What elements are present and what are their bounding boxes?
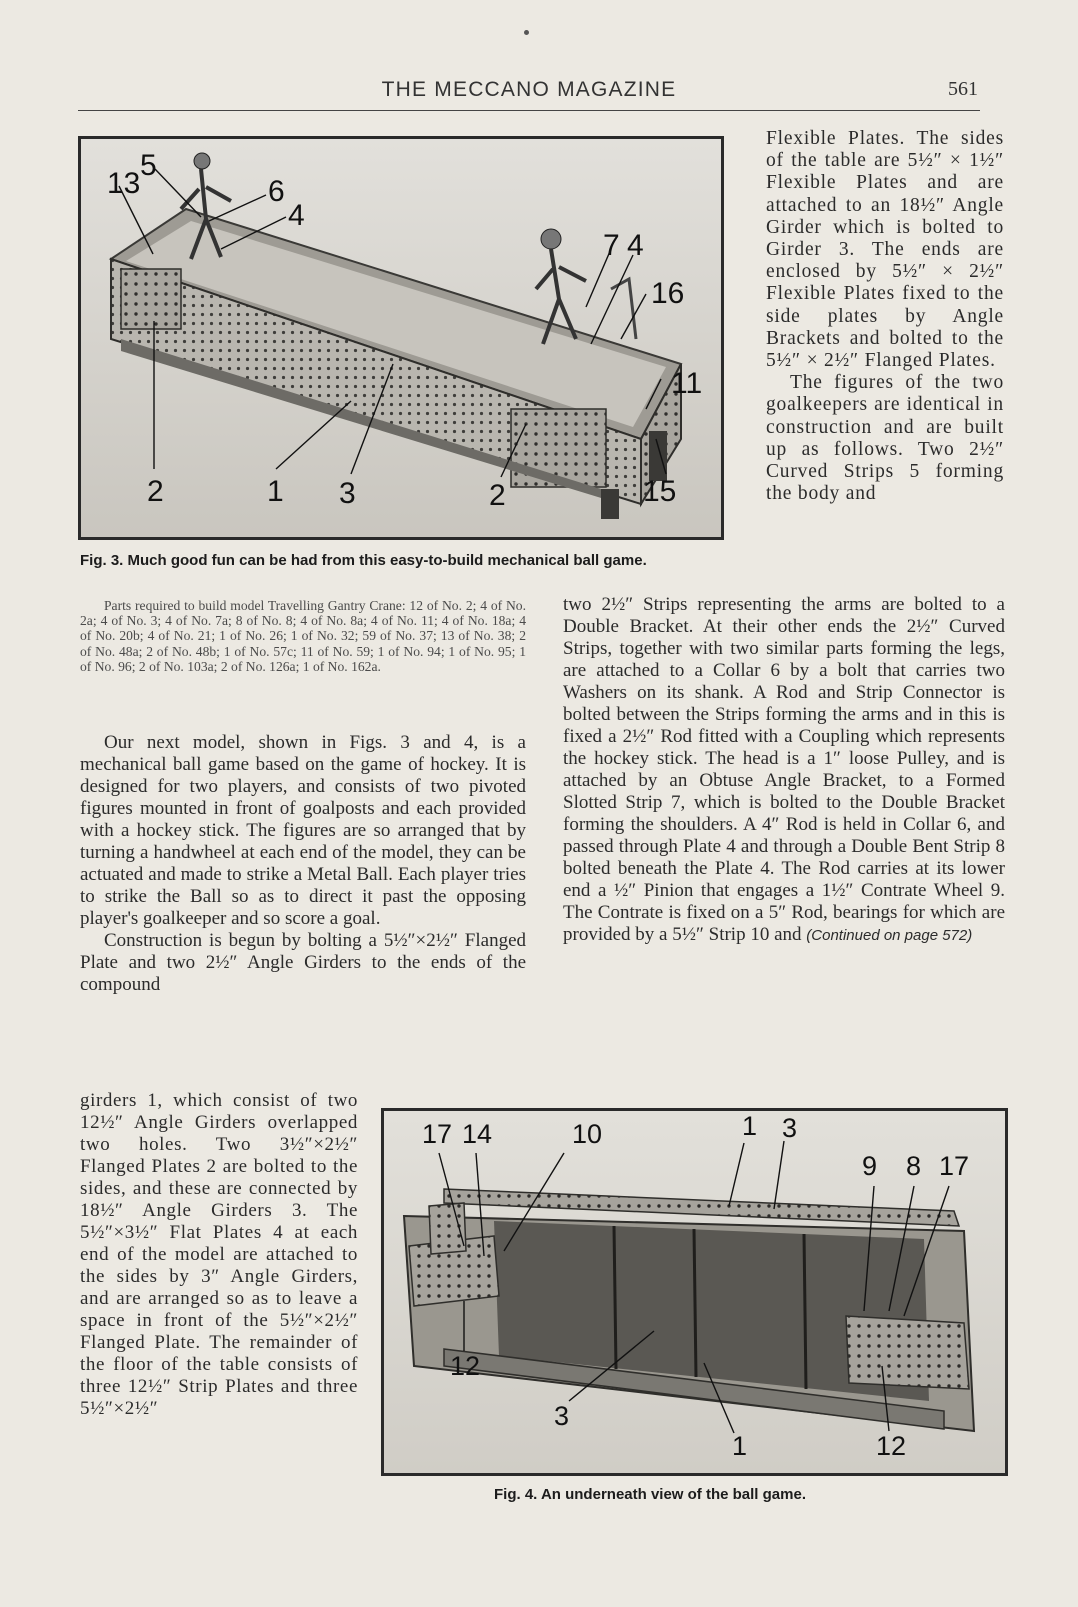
fig3-label: 16 (651, 277, 685, 310)
paragraph: girders 1, which consist of two 12½″ Angle Girders overlapped two holes. Two 3½″×2½″ Flanged Plates 2 are bolted to the sides, and these are connected by 18½″ Angle Girders 3. The 5½″×3½″ Flat Plates 4 at each end of the model are attached to the sides by 3″ Angle Girders, and are arranged so as to leave a space in front of the 5½″×2½″ Flanged Plate. The remainder of the floor of the table consists of three 12½″ Strip Plates and three 5½″×2½″ (80, 1090, 358, 1419)
page-number: 561 (948, 78, 978, 100)
paragraph: Our next model, shown in Figs. 3 and 4, is a mechanical ball game based on the game of hockey. It is designed for two players, and consists of two pivoted figures mounted in front of goalposts and each provided with a hockey stick. The figures are so arranged that by turning a handwheel at each end of the model, they can be actuated and made to strike a Metal Ball. Each player tries to strike the Ball so as to direct it past the opposing player's goalkeeper and so score a goal. (80, 732, 526, 929)
fig4-label: 3 (782, 1113, 798, 1143)
fig4-label: 17 (939, 1151, 970, 1181)
text-column-right (563, 594, 1005, 947)
text-column-left (80, 732, 526, 996)
fig4-label: 1 (742, 1111, 758, 1141)
fig3-label: 4 (627, 229, 644, 262)
paragraph-text: two 2½″ Strips representing the arms are bolted to a Double Bracket. At their other ends the 2½″ Curved Strips, together with two similar parts forming the legs, are attached to a Collar 6 by a bolt that carries two Washers on its shank. A Rod and Strip Connector is bolted between the Strips forming the arms and in this is fixed a 2½″ Rod fitted with a Coupling which represents the hockey stick. The head is a 1″ loose Pulley, and is attached by an Obtuse Angle Bracket, to a Formed Slotted Strip 7, which is bolted to the Double Bracket forming the shoulders. A 4″ Rod is held in Collar 6, and passed through Plate 4 and through a Double Bent Strip 8 bolted beneath the Plate 4. The Rod carries at its lower end a ½″ Pinion that engages a 1½″ Contrate Wheel 9. The Contrate is fixed on a 5″ Rod, bearings for which are provided by a 5½″ Strip 10 and (563, 594, 1005, 945)
fig3-label: 6 (268, 175, 285, 208)
fig3-label: 15 (643, 475, 677, 508)
fig3-label: 7 (603, 229, 620, 262)
figure-4-photo (381, 1108, 1008, 1476)
paragraph: Flexible Plates. The sides of the table are 5½″ × 1½″ Flexible Plates and are attached to an 18½″ Angle Girder which is bolted to Girder 3. The ends are enclosed by 5½″ × 2½″ Flexible Plates fixed to the side plates by Angle Brackets and bolted to the 5½″ × 2½″ Flanged Plates. (766, 128, 1004, 372)
paragraph (563, 594, 1005, 947)
text-column-left-narrow (80, 1090, 358, 1420)
fig4-label: 14 (462, 1119, 493, 1149)
fig3-label: 5 (140, 149, 157, 182)
fig3-label: 2 (489, 479, 506, 512)
figure-3-photo (78, 136, 724, 540)
fig3-label: 13 (107, 167, 141, 200)
fig3-label: 11 (671, 367, 703, 400)
paragraph: Construction is begun by bolting a 5½″×2½″ Flanged Plate and two 2½″ Angle Girders to the ends of the compound (80, 930, 526, 995)
fig4-label: 17 (422, 1119, 453, 1149)
fig4-label: 1 (732, 1431, 748, 1461)
fig3-label: 1 (267, 475, 284, 508)
parts-list-text: Parts required to build model Travelling Gantry Crane: 12 of No. 2; 4 of No. 2a; 4 of No. 3; 4 of No. 7a; 8 of No. 8; 4 of No. 8a; 4 of No. 11; 4 of No. 18a; 4 of No. 20b; 4 of No. 21; 1 of No. 26; 1 of No. 32; 59 of No. 37; 13 of No. 38; 2 of No. 48a; 2 of No. 48b; 1 of No. 57c; 11 of No. 59; 1 of No. 94; 1 of No. 95; 1 of No. 96; 2 of No. 103a; 2 of No. 126a; 1 of No. 162a. (80, 598, 526, 674)
fig4-label: 12 (876, 1431, 907, 1461)
figure-3-illustration (81, 139, 721, 537)
fig4-label: 10 (572, 1119, 603, 1149)
figure-4-caption: Fig. 4. An underneath view of the ball game. (494, 1486, 806, 1503)
continued-note: (Continued on page 572) (806, 927, 973, 944)
fig4-label: 9 (862, 1151, 878, 1181)
fig3-label: 4 (288, 199, 305, 232)
parts-list (80, 598, 526, 674)
page-header (78, 74, 980, 111)
fig4-label: 8 (906, 1151, 922, 1181)
figure-3-caption: Fig. 3. Much good fun can be had from this easy-to-build mechanical ball game. (80, 552, 647, 569)
ink-dot (524, 30, 529, 35)
fig4-label: 3 (554, 1401, 570, 1431)
fig3-label: 3 (339, 477, 356, 510)
fig3-label: 2 (147, 475, 164, 508)
fig4-label: 12 (450, 1351, 481, 1381)
paragraph: The figures of the two goalkeepers are identical in construction and are built up as follows. Two 2½″ Curved Strips 5 forming the body and (766, 372, 1004, 505)
magazine-title: THE MECCANO MAGAZINE (381, 78, 677, 101)
text-column-right-top (766, 128, 1004, 505)
